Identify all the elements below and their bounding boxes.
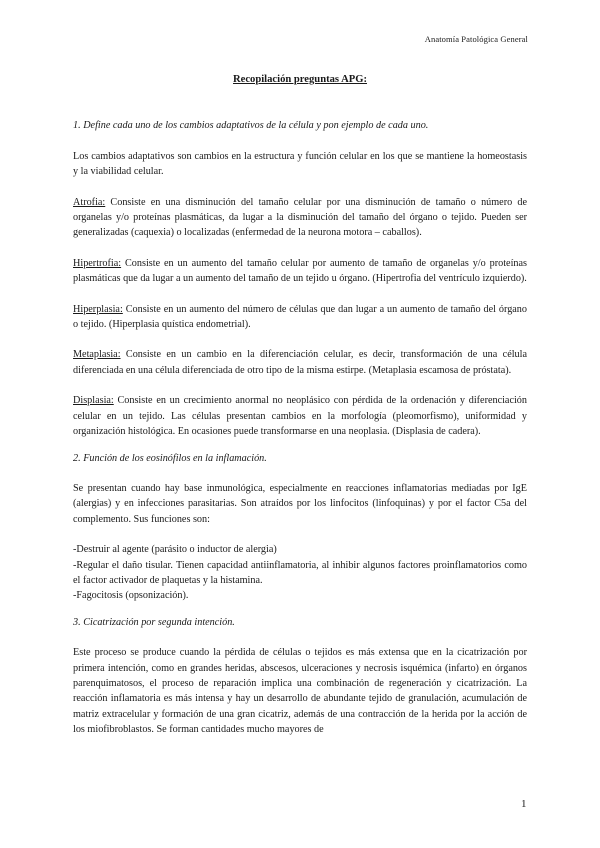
question-1-intro: Los cambios adaptativos son cambios en la estructura y función celular en los que se mantiene la homeostasis y la viabilidad celular. — [73, 150, 527, 178]
running-header: Anatomía Patológica General — [424, 34, 528, 44]
text-metaplasia: Consiste en un cambio en la diferenciación celular, es decir, transformación de una célula diferenciada en una célula diferenciada de otro tipo de la misma estirpe. (Metaplasia escamosa de próstata). — [73, 349, 527, 376]
question-2: 2. Función de los eosinófilos en la inflamación. — [73, 452, 267, 464]
definition-displasia — [73, 393, 527, 439]
list-item: -Fagocitosis (opsonización). — [73, 590, 189, 602]
text-displasia: Consiste en un crecimiento anormal no neoplásico con pérdida de la ordenación y diferenciación celular en un tejido. Las células presentan cambios en la morfología (pleomorfismo), uniformidad y organización histológica. En ocasiones puede transformarse en una neoplasia. (Displasia de cadera). — [73, 395, 527, 438]
definition-hipertrofia — [73, 256, 527, 287]
text-hiperplasia: Consiste en un aumento del número de células que dan lugar a un aumento de tamaño del órgano o tejido. (Hiperplasia quística endometrial). — [73, 303, 527, 331]
question-1: 1. Define cada uno de los cambios adaptativos de la célula y pon ejemplo de cada uno. — [73, 120, 429, 132]
term-hipertrofia: Hipertrofia: — [73, 257, 122, 269]
term-atrofia: Atrofia: — [73, 196, 106, 208]
document-title: Recopilación preguntas APG: — [233, 74, 367, 85]
list-item: -Destruir al agente (parásito o inductor de alergia) — [73, 544, 277, 556]
list-item: -Regular el daño tisular. Tienen capacidad antiinflamatoria, al inhibir algunos factores proinflamatorios como el factor activador de plaquetas y la histamina. — [73, 559, 527, 586]
question-3: 3. Cicatrización por segunda intención. — [73, 616, 235, 628]
term-hiperplasia: Hiperplasia: — [73, 303, 123, 315]
question-3-intro: Este proceso se produce cuando la pérdida de células o tejidos es más extensa que en la cicatrización por primera intención, como en grandes heridas, abscesos, ulceraciones y necrosis isquémica (infarto) en órganos parenquimatosos, el proceso de reparación implica una combinación de regeneración y cicatrización. La reacción inflamatoria es más intensa y hay un desarrollo de abundante tejido de granulación, acumulación de matriz extracelular y formación de una gran cicatriz, además de una contracción de la herida por la acción de los miofibroblastos. Se forman cantidades mucho mayores de — [73, 647, 527, 736]
definition-atrofia — [73, 195, 527, 241]
term-metaplasia: Metaplasia: — [73, 349, 121, 361]
term-displasia: Displasia: — [73, 395, 114, 407]
page-number: 1 — [521, 798, 527, 810]
text-hipertrofia: Consiste en un aumento del tamaño celular por aumento de tamaño de organelas y/o proteínas plasmáticas que da lugar a un aumento del tamaño de un tejido u órgano. (Hipertrofia del ventrículo izquierdo). — [73, 257, 527, 285]
document-body — [73, 72, 527, 738]
question-2-intro: Se presentan cuando hay base inmunológica, especialmente en reacciones inflamatorias mediadas por IgE (alergias) y en infecciones parasitarias. Son atraídos por los linfocitos (linfoquinas) y por el factor C5a del complemento. Sus funciones son: — [73, 482, 527, 525]
definition-metaplasia — [73, 347, 527, 378]
text-atrofia: Consiste en una disminución del tamaño celular por una disminución de tamaño o número de organelas y/o proteínas plasmáticas, da lugar a la disminución del tamaño del órgano o tejido. Pueden ser generalizadas (caquexia) o localizadas (enfermedad de la neurona motora – caballos). — [73, 196, 527, 239]
definition-hiperplasia — [73, 302, 527, 333]
